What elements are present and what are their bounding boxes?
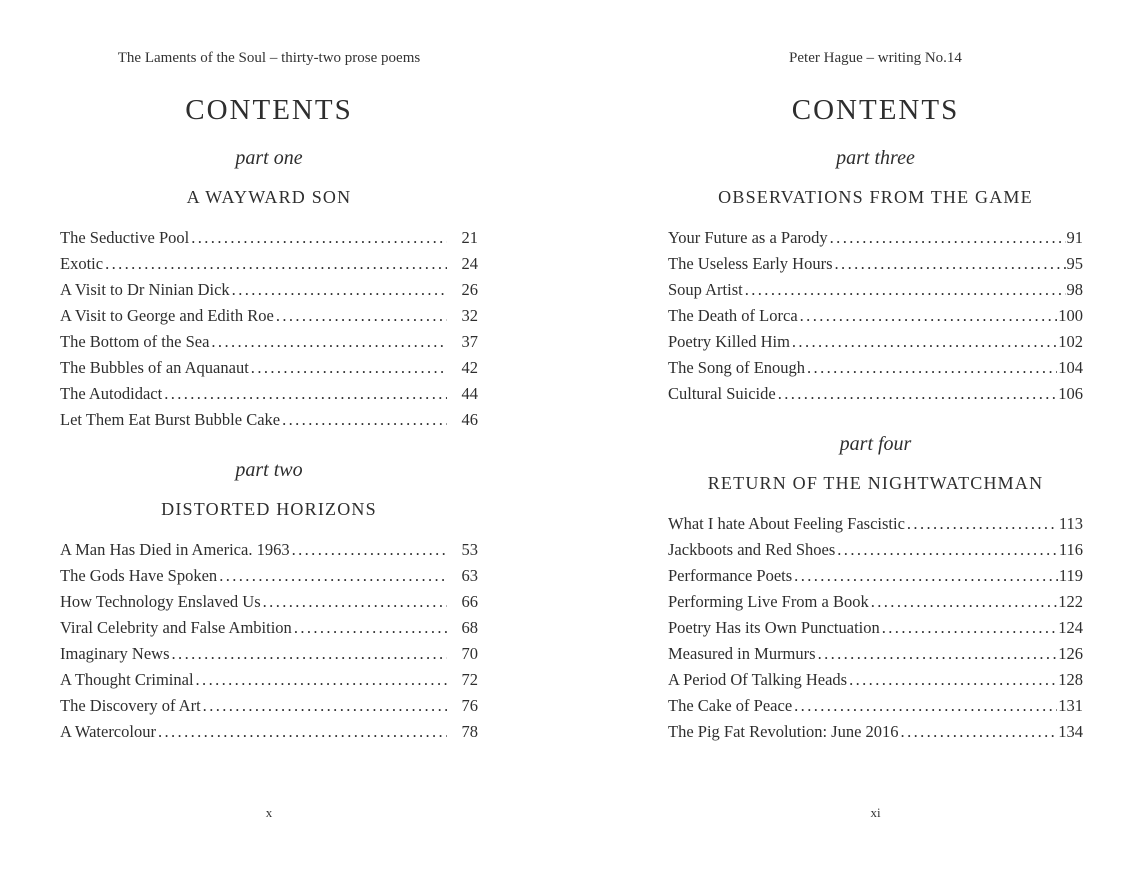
toc-entry-page: 70	[461, 644, 478, 663]
dot-leader	[203, 693, 447, 719]
dot-leader	[263, 589, 447, 615]
dot-leader	[794, 693, 1057, 719]
toc-entry-page: 113	[1058, 514, 1083, 533]
toc-entry	[668, 303, 1083, 329]
contents-title-right: CONTENTS	[791, 94, 960, 126]
dot-leader	[292, 537, 447, 563]
dot-leader	[901, 719, 1058, 745]
section-part-one	[60, 146, 478, 433]
toc-entry-page: 134	[1058, 722, 1083, 741]
toc-entry-page: 102	[1058, 332, 1083, 351]
part-label: part three	[836, 147, 915, 169]
toc-entry-page: 44	[461, 384, 478, 403]
dot-leader	[907, 511, 1058, 537]
toc-entry	[668, 251, 1083, 277]
toc-list	[60, 225, 478, 433]
dot-leader	[232, 277, 447, 303]
dot-leader	[792, 329, 1057, 355]
toc-entry-title: Imaginary News	[60, 644, 170, 663]
toc-entry-title: Poetry Has its Own Punctuation	[668, 618, 880, 637]
toc-entry	[668, 641, 1083, 667]
toc-entry	[60, 303, 478, 329]
toc-entry-page: 124	[1058, 618, 1083, 637]
toc-entry	[60, 355, 478, 381]
dot-leader	[830, 225, 1066, 251]
toc-entry-title: The Cake of Peace	[668, 696, 793, 715]
part-title: RETURN OF THE NIGHTWATCHMAN	[707, 473, 1044, 493]
toc-entry-title: The Bottom of the Sea	[60, 332, 210, 351]
toc-entry-page: 91	[1066, 228, 1083, 247]
toc-entry	[60, 719, 478, 745]
section-part-four	[668, 432, 1083, 745]
toc-entry-title: A Watercolour	[60, 722, 156, 741]
toc-entry	[668, 667, 1083, 693]
toc-entry	[668, 511, 1083, 537]
toc-entry-page: 21	[461, 228, 478, 247]
dot-leader	[818, 641, 1058, 667]
dot-leader	[794, 563, 1058, 589]
toc-entry	[668, 381, 1083, 407]
dot-leader	[211, 329, 447, 355]
page-right	[668, 0, 1083, 879]
toc-entry	[60, 407, 478, 433]
dot-leader	[807, 355, 1057, 381]
toc-entry-title: Let Them Eat Burst Bubble Cake	[60, 410, 281, 429]
toc-entry-page: 119	[1058, 566, 1083, 585]
dot-leader	[837, 537, 1058, 563]
dot-leader	[778, 381, 1058, 407]
toc-entry-page: 126	[1058, 644, 1083, 663]
section-part-three	[668, 146, 1083, 407]
toc-entry-page: 66	[461, 592, 478, 611]
running-head-left: The Laments of the Soul – thirty-two prose poems	[117, 50, 421, 66]
dot-leader	[294, 615, 447, 641]
section-part-two	[60, 458, 478, 745]
toc-list	[668, 225, 1083, 407]
toc-entry	[668, 355, 1083, 381]
toc-entry-title: How Technology Enslaved Us	[60, 592, 261, 611]
toc-entry	[60, 381, 478, 407]
toc-entry-title: The Discovery of Art	[60, 696, 201, 715]
toc-entry	[60, 615, 478, 641]
toc-entry	[60, 277, 478, 303]
dot-leader	[745, 277, 1066, 303]
toc-entry-page: 78	[461, 722, 478, 741]
toc-entry-page: 116	[1058, 540, 1083, 559]
toc-entry-title: A Visit to Dr Ninian Dick	[60, 280, 230, 299]
toc-entry	[668, 537, 1083, 563]
toc-entry	[668, 225, 1083, 251]
toc-entry-title: Viral Celebrity and False Ambition	[60, 618, 292, 637]
contents-title-left: CONTENTS	[185, 94, 353, 126]
toc-entry	[668, 693, 1083, 719]
toc-entry	[668, 563, 1083, 589]
toc-entry-title: Performing Live From a Book	[668, 592, 869, 611]
toc-entry-page: 46	[461, 410, 478, 429]
dot-leader	[276, 303, 447, 329]
dot-leader	[835, 251, 1066, 277]
toc-entry-page: 42	[461, 358, 478, 377]
toc-entry-title: The Song of Enough	[668, 358, 806, 377]
toc-entry-page: 72	[461, 670, 478, 689]
toc-entry-title: Soup Artist	[668, 280, 743, 299]
toc-entry-page: 131	[1058, 696, 1083, 715]
dot-leader	[219, 563, 447, 589]
toc-entry	[60, 693, 478, 719]
part-title: DISTORTED HORIZONS	[161, 499, 377, 519]
running-head-right: Peter Hague – writing No.14	[789, 50, 962, 66]
toc-entry-page: 122	[1058, 592, 1083, 611]
toc-entry	[668, 719, 1083, 745]
part-title: OBSERVATIONS FROM THE GAME	[718, 187, 1033, 207]
page-left	[60, 0, 478, 879]
toc-entry	[60, 251, 478, 277]
dot-leader	[251, 355, 447, 381]
toc-entry-page: 100	[1058, 306, 1083, 325]
toc-entry-page: 106	[1058, 384, 1083, 403]
toc-entry-title: Your Future as a Parody	[668, 228, 828, 247]
toc-entry-title: The Useless Early Hours	[668, 254, 833, 273]
toc-entry	[60, 329, 478, 355]
toc-entry	[60, 589, 478, 615]
toc-entry	[668, 329, 1083, 355]
dot-leader	[871, 589, 1058, 615]
dot-leader	[282, 407, 447, 433]
toc-entry-title: Jackboots and Red Shoes	[668, 540, 836, 559]
dot-leader	[172, 641, 447, 667]
toc-entry-title: The Seductive Pool	[60, 228, 190, 247]
toc-entry-title: The Death of Lorca	[668, 306, 798, 325]
toc-list	[60, 537, 478, 745]
dot-leader	[105, 251, 447, 277]
toc-entry	[60, 225, 478, 251]
toc-entry-title: A Thought Criminal	[60, 670, 194, 689]
part-label: part two	[235, 459, 303, 481]
toc-entry-title: A Visit to George and Edith Roe	[60, 306, 274, 325]
toc-entry-title: Performance Poets	[668, 566, 793, 585]
toc-entry-page: 104	[1058, 358, 1083, 377]
toc-entry-page: 98	[1066, 280, 1083, 299]
dot-leader	[882, 615, 1058, 641]
folio-right: xi	[870, 805, 881, 820]
toc-entry-title: A Period Of Talking Heads	[668, 670, 848, 689]
toc-entry-title: Poetry Killed Him	[668, 332, 790, 351]
part-title: A WAYWARD SON	[186, 187, 352, 207]
toc-entry-page: 32	[461, 306, 478, 325]
toc-entry	[60, 641, 478, 667]
dot-leader	[191, 225, 447, 251]
dot-leader	[158, 719, 447, 745]
toc-entry-title: Cultural Suicide	[668, 384, 776, 403]
toc-entry-title: The Autodidact	[60, 384, 163, 403]
toc-entry-title: A Man Has Died in America. 1963	[60, 540, 290, 559]
toc-entry	[668, 277, 1083, 303]
toc-entry-title: Exotic	[60, 254, 104, 273]
toc-entry-page: 128	[1058, 670, 1083, 689]
toc-entry-title: What I hate About Feeling Fascistic	[668, 514, 905, 533]
toc-entry-title: The Bubbles of an Aquanaut	[60, 358, 249, 377]
toc-entry	[668, 589, 1083, 615]
dot-leader	[849, 667, 1057, 693]
toc-entry-page: 24	[461, 254, 478, 273]
toc-list	[668, 511, 1083, 745]
part-label: part one	[235, 147, 303, 169]
toc-entry-title: The Gods Have Spoken	[60, 566, 218, 585]
toc-entry	[60, 563, 478, 589]
toc-entry-page: 68	[461, 618, 478, 637]
toc-entry-page: 37	[461, 332, 478, 351]
folio-left: x	[265, 805, 273, 820]
toc-entry-page: 95	[1066, 254, 1083, 273]
toc-entry-title: The Pig Fat Revolution: June 2016	[668, 722, 899, 741]
toc-entry-page: 63	[461, 566, 478, 585]
toc-entry-page: 53	[461, 540, 478, 559]
dot-leader	[196, 667, 447, 693]
toc-entry-page: 76	[461, 696, 478, 715]
toc-entry-title: Measured in Murmurs	[668, 644, 816, 663]
dot-leader	[164, 381, 447, 407]
toc-entry	[60, 537, 478, 563]
toc-entry-page: 26	[461, 280, 478, 299]
dot-leader	[800, 303, 1058, 329]
toc-entry	[668, 615, 1083, 641]
part-label: part four	[839, 433, 912, 455]
toc-entry	[60, 667, 478, 693]
